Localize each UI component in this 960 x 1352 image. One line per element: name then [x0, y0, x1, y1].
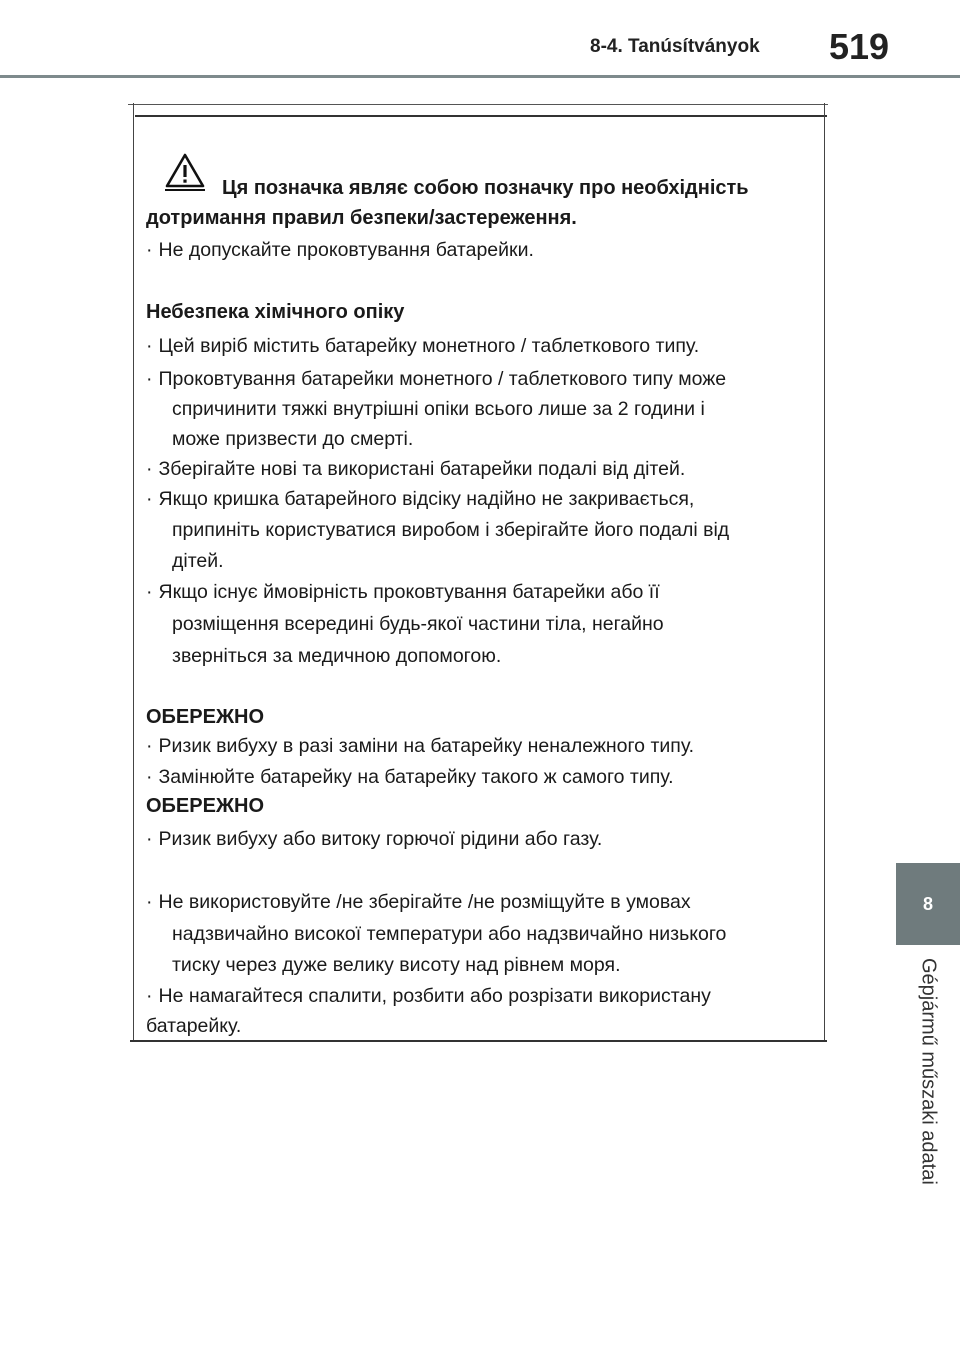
intro-bullet: · Не допускайте проковтування батарейки. [146, 235, 534, 265]
caution-heading-2: ОБЕРЕЖНО [146, 795, 265, 817]
intro-line-1: Ця позначка являє собою позначку про необхідність [222, 177, 749, 199]
chemical-bullet-2-cont-1: спричинити тяжкі внутрішні опіки всього лише за 2 години і [172, 398, 705, 420]
caution-1-bullet-1: · Ризик вибуху в разі заміни на батарейку неналежного типу. [146, 731, 694, 761]
caution-heading-1: ОБЕРЕЖНО [146, 706, 265, 728]
chapter-tab[interactable] [896, 863, 960, 945]
caution-2-bullet-3: · Не намагайтеся спалити, розбити або розрізати використану [146, 981, 711, 1011]
caution-2-bullet-2-cont-1: надзвичайно високої температури або надзвичайно низького [172, 923, 727, 945]
chemical-bullet-5-cont-2: зверніться за медичною допомогою. [172, 645, 502, 667]
chemical-bullet-5: · Якщо існує ймовірність проковтування батарейки або її [146, 577, 660, 607]
chemical-bullet-4: · Якщо кришка батарейного відсіку надійно не закривається, [146, 484, 694, 514]
chemical-bullet-4-cont-1: припиніть користуватися виробом і зберігайте його подалі від [172, 519, 730, 541]
chemical-bullet-5-cont-1: розміщення всередині будь-якої частини тіла, негайно [172, 613, 664, 635]
warning-triangle-icon [164, 152, 206, 192]
chapter-title: Gépjármű műszaki adatai [917, 958, 940, 1185]
caution-1-bullet-2: · Замінюйте батарейку на батарейку такого ж самого типу. [146, 762, 674, 792]
chapter-number: 8 [922, 893, 933, 914]
caution-2-bullet-2-cont-2: тиску через дуже велику висоту над рівнем моря. [172, 954, 621, 976]
chemical-bullet-2: · Проковтування батарейки монетного / таблеткового типу може [146, 364, 726, 394]
section-title: 8-4. Tanúsítványok [590, 36, 760, 57]
page-number: 519 [829, 26, 890, 67]
chemical-bullet-2-cont-2: може призвести до смерті. [172, 428, 414, 450]
intro-line-2: дотримання правил безпеки/застереження. [146, 207, 577, 229]
caution-2-bullet-3-cont: батарейку. [146, 1015, 242, 1037]
chemical-heading: Небезпека хімічного опіку [146, 301, 405, 323]
chemical-bullet-4-cont-2: дітей. [172, 550, 224, 572]
chemical-bullet-1: · Цей виріб містить батарейку монетного / таблеткового типу. [146, 331, 699, 361]
caution-2-bullet-1: · Ризик вибуху або витоку горючої рідини або газу. [146, 824, 602, 854]
header-divider [0, 75, 960, 78]
caution-2-bullet-2: · Не використовуйте /не зберігайте /не розміщуйте в умовах [146, 887, 691, 917]
chemical-bullet-3: · Зберігайте нові та використані батарейки подалі від дітей. [146, 454, 685, 484]
